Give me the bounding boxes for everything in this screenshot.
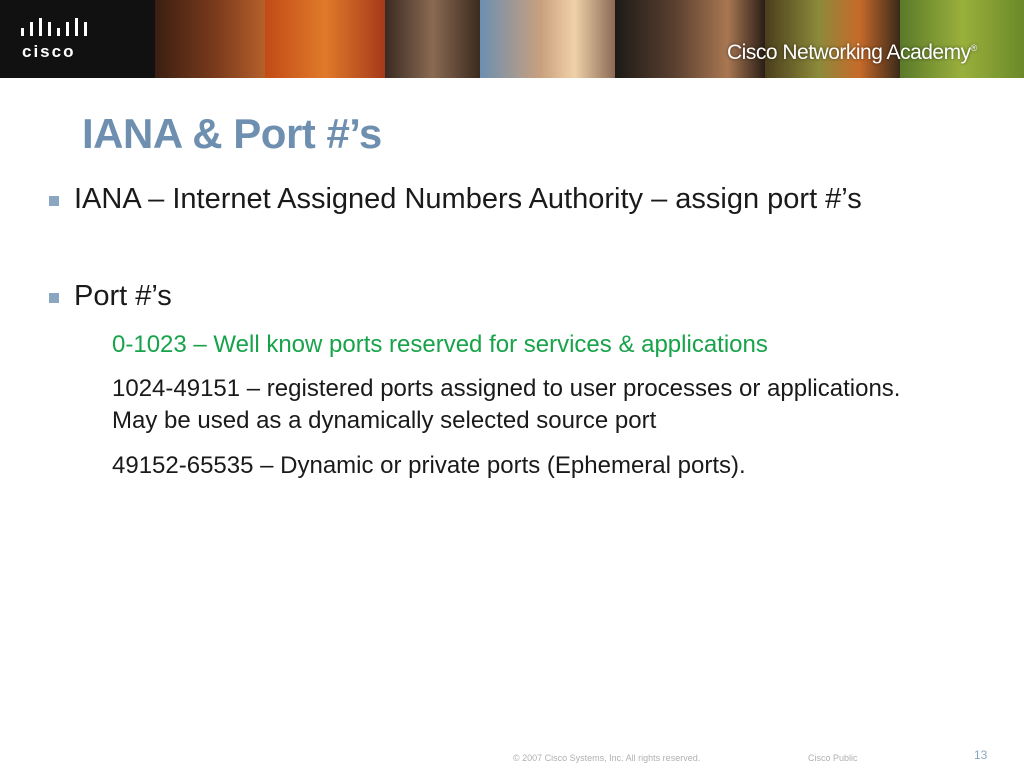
bullet-port-numbers: Port #’s [74,280,172,312]
cisco-bridge-icon [20,18,92,38]
banner-photo-7 [900,0,1024,78]
bullet-marker-1 [49,196,59,206]
academy-title [727,41,977,65]
cisco-logo [0,0,155,78]
footer-copyright: © 2007 Cisco Systems, Inc. All rights reserved. [513,753,701,763]
trademark-mark: ® [970,43,977,53]
footer-classification: Cisco Public [808,753,858,763]
sub-bullet-well-known: 0-1023 – Well know ports reserved for services & applications [112,331,768,358]
bullet-marker-2 [49,293,59,303]
academy-name: Cisco Networking Academy [727,41,971,64]
banner-photo-5 [615,0,765,78]
sub-bullet-dynamic: 49152-65535 – Dynamic or private ports (Ephemeral ports). [112,452,746,479]
cisco-wordmark: cisco [22,42,76,61]
page-number: 13 [974,748,988,762]
slide-title: IANA & Port #’s [82,110,382,157]
banner-photo-6 [765,0,900,78]
bullet-iana: IANA – Internet Assigned Numbers Authority – assign port #’s [74,183,862,215]
banner-photo-2 [265,0,385,78]
banner-photo-4 [480,0,615,78]
banner-photo-1 [155,0,265,78]
sub-bullet-registered: 1024-49151 – registered ports assigned to user processes or applications. May be used as a dynamically selected source port [112,375,901,434]
banner-photo-3 [385,0,480,78]
header-banner [0,0,1024,78]
